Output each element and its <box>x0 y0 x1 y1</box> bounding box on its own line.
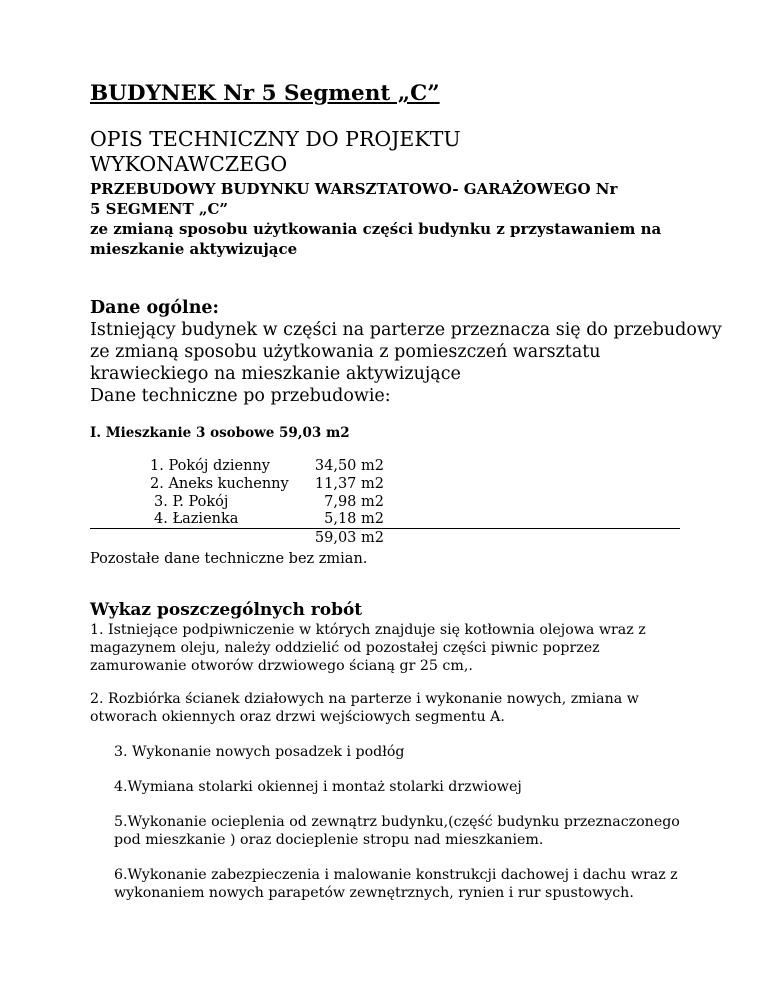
total-area: 59,03 m2 <box>314 530 384 546</box>
general-data-label: Dane ogólne: <box>90 298 220 318</box>
general-paragraph-line: Dane techniczne po przebudowie: <box>90 386 391 406</box>
work-item-5-line: 5.Wykonanie ocieplenia od zewnątrz budynku,(część budynku przeznaczonego <box>114 814 680 830</box>
work-item-6-line: 6.Wykonanie zabezpieczenia i malowanie konstrukcji dachowej i dachu wraz z <box>114 867 678 883</box>
room-area: 7,98 m2 <box>324 494 384 510</box>
general-paragraph-line: ze zmianą sposobu użytkowania z pomieszczeń warsztatu <box>90 342 601 362</box>
work-item-1-line: 1. Istniejące podpiwniczenie w których znajduje się kotłownia olejowa wraz z <box>90 622 646 638</box>
general-paragraph-line: Istniejący budynek w części na parterze przeznacza się do przebudowy <box>90 320 722 340</box>
room-label: 1. Pokój dzienny <box>150 458 270 474</box>
subtitle-line-3: ze zmianą sposobu użytkowania części budynku z przystawaniem na <box>90 220 662 238</box>
room-label: 2. Aneks kuchenny <box>150 476 289 492</box>
apartment-header: I. Mieszkanie 3 osobowe 59,03 m2 <box>90 425 350 441</box>
remaining-note: Pozostałe dane techniczne bez zmian. <box>90 551 368 567</box>
work-item-2-line: 2. Rozbiórka ścianek działowych na parterze i wykonanie nowych, zmiana w <box>90 691 639 707</box>
room-label: 3. P. Pokój <box>154 494 229 510</box>
work-item-2-line: otworach okiennych oraz drzwi wejściowych segmentu A. <box>90 709 505 725</box>
work-item-5-line: pod mieszkanie ) oraz docieplenie stropu nad mieszkaniem. <box>114 832 544 848</box>
room-area: 5,18 m2 <box>324 511 384 527</box>
room-area: 34,50 m2 <box>314 458 384 474</box>
works-title: Wykaz poszczególnych robót <box>90 600 363 620</box>
work-item-1-line: zamurowanie otworów drzwiowego ścianą gr 25 cm,. <box>90 658 473 674</box>
room-label: 4. Łazienka <box>154 511 239 527</box>
title-line-2: WYKONAWCZEGO <box>90 152 288 176</box>
room-area: 11,37 m2 <box>314 476 384 492</box>
work-item-4: 4.Wymiana stolarki okiennej i montaż stolarki drzwiowej <box>114 779 522 795</box>
work-item-1-line: magazynem oleju, należy oddzielić od pozostałej części piwnic poprzez <box>90 640 600 656</box>
work-item-3: 3. Wykonanie nowych posadzek i podłóg <box>114 744 405 760</box>
title-line-1: OPIS TECHNICZNY DO PROJEKTU <box>90 127 461 151</box>
sum-divider <box>90 528 680 529</box>
work-item-6-line: wykonaniem nowych parapetów zewnętrznych, rynien i rur spustowych. <box>114 885 634 901</box>
general-paragraph-line: krawieckiego na mieszkanie aktywizujące <box>90 364 461 384</box>
subtitle-line-2: 5 SEGMENT „C” <box>90 200 229 218</box>
subtitle-line-1: PRZEBUDOWY BUDYNKU WARSZTATOWO- GARAŻOWEGO Nr <box>90 180 618 198</box>
document-heading: BUDYNEK Nr 5 Segment „C” <box>90 81 440 106</box>
subtitle-line-4: mieszkanie aktywizujące <box>90 240 298 258</box>
